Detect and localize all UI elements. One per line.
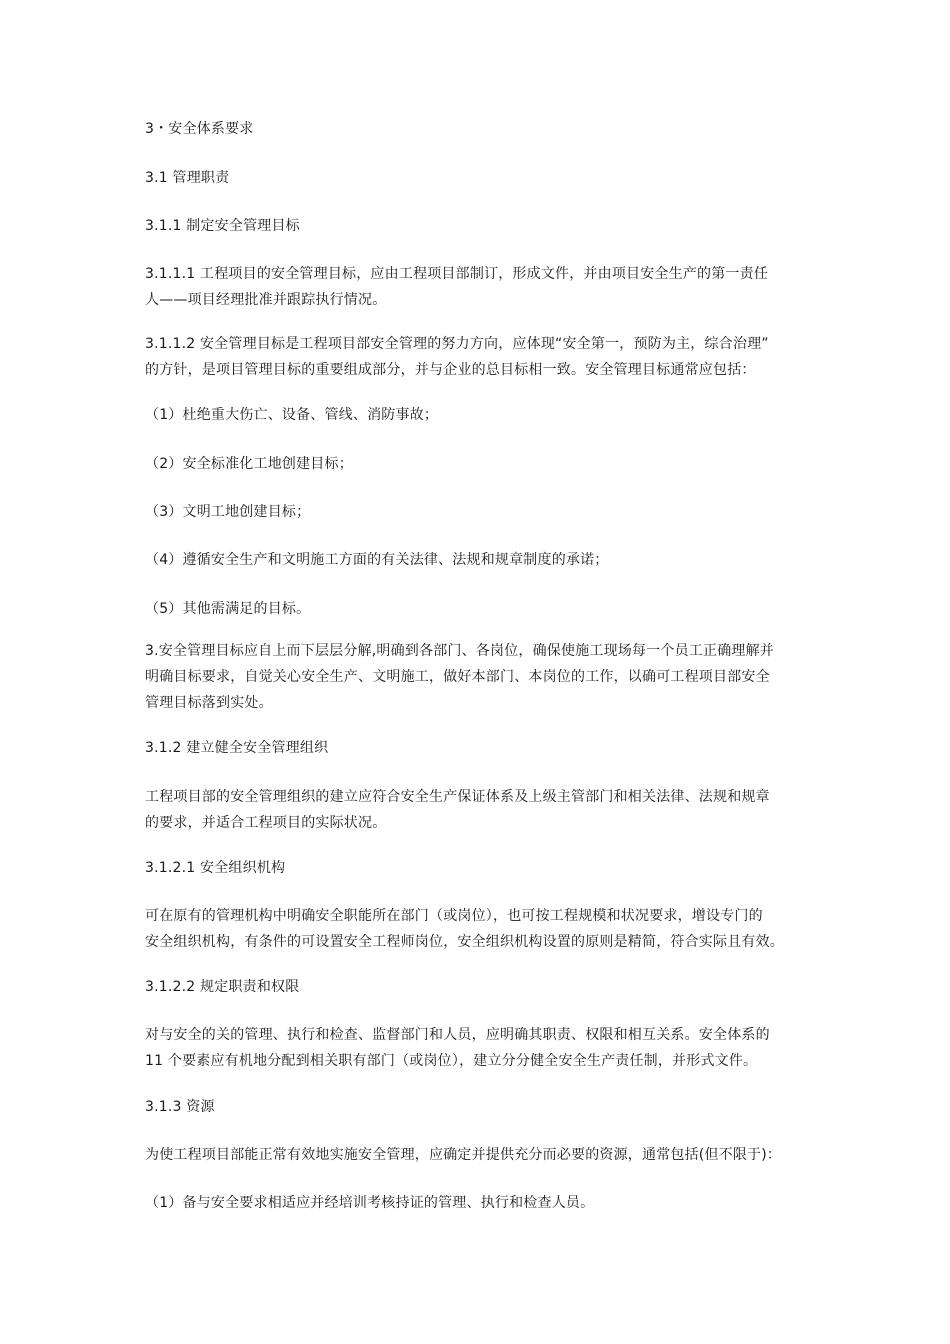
- resource-item-1: [145, 1190, 815, 1216]
- section-heading-3-1-2-2: [145, 974, 815, 1000]
- paragraph-line: 工程项目部的安全管理组织的建立应符合安全生产保证体系及上级主管部门和相关法律、法规和规章: [145, 789, 770, 805]
- section-heading-3-1-2-1: [145, 855, 815, 881]
- section-heading-3-1-1: [145, 213, 815, 239]
- list-item: （1）备与安全要求相适应并经培训考核持证的管理、执行和检查人员。: [145, 1195, 595, 1211]
- heading-text: 3.1.2 建立健全安全管理组织: [145, 740, 329, 756]
- heading-text: 3.1.1 制定安全管理目标: [145, 218, 300, 234]
- section-heading-3-1-3: [145, 1094, 815, 1120]
- paragraph-3-1-2-2: [145, 1022, 815, 1074]
- paragraph-line: 安全组织机构，有条件的可设置安全工程师岗位，安全组织机构设置的原则是精简，符合实际且有效。: [145, 934, 784, 950]
- paragraph-3-1-1-1: [145, 261, 815, 313]
- goal-item-5: [145, 596, 815, 622]
- goal-item-4: [145, 547, 815, 573]
- paragraph-line: 人——项目经理批准并跟踪执行情况。: [145, 292, 387, 308]
- heading-text: 3・安全体系要求: [145, 121, 254, 137]
- paragraph-3-1-3: [145, 1142, 815, 1168]
- paragraph-3-1-1-2: [145, 331, 815, 383]
- heading-text: 3.1.2.2 规定职责和权限: [145, 979, 300, 995]
- list-item: （4）遵循安全生产和文明施工方面的有关法律、法规和规章制度的承诺；: [145, 552, 609, 568]
- list-item: （3）文明工地创建目标；: [145, 504, 311, 520]
- paragraph-line: 3.1.1.1 工程项目的安全管理目标，应由工程项目部制订，形成文件，并由项目安全生产的第一责任: [145, 266, 769, 282]
- paragraph-3-1-2-1: [145, 903, 815, 955]
- list-item: （1）杜绝重大伤亡、设备、管线、消防事故；: [145, 407, 439, 423]
- goal-item-2: [145, 451, 815, 477]
- paragraph-line: 可在原有的管理机构中明确安全职能所在部门（或岗位），也可按工程规模和状况要求，增设专门的: [145, 908, 763, 924]
- goal-item-3: [145, 499, 815, 525]
- paragraph-line: 为使工程项目部能正常有效地实施安全管理，应确定并提供充分而必要的资源，通常包括(但不限于)：: [145, 1147, 782, 1163]
- paragraph-line: 的要求，并适合工程项目的实际状况。: [145, 815, 387, 831]
- paragraph-line: 3.1.1.2 安全管理目标是工程项目部安全管理的努力方向，应体现“安全第一，预防为主，综合治理”: [145, 336, 769, 352]
- heading-text: 3.1.2.1 安全组织机构: [145, 860, 286, 876]
- paragraph-line: 的方针，是项目管理目标的重要组成部分，并与企业的总目标相一致。安全管理目标通常应包括：: [145, 362, 756, 378]
- paragraph-line: 明确目标要求，自觉关心安全生产、文明施工，做好本部门、本岗位的工作，以确可工程项目部安全: [145, 669, 770, 685]
- paragraph-line: 管理目标落到实处。: [145, 695, 273, 711]
- section-heading-3-1-2: [145, 735, 815, 761]
- paragraph-line: 11 个要素应有机地分配到相关职有部门（或岗位），建立分分健全安全生产责任制，并形式文件。: [145, 1053, 758, 1069]
- heading-text: 3.1 管理职责: [145, 170, 230, 186]
- paragraph-3-1-2: [145, 784, 815, 836]
- section-heading-3: [145, 116, 815, 142]
- goal-item-1: [145, 402, 815, 428]
- paragraph-line: 3.安全管理目标应自上而下层层分解,明确到各部门、各岗位，确保使施工现场每一个员工正确理解并: [145, 643, 775, 659]
- paragraph-line: 对与安全的关的管理、执行和检查、监督部门和人员，应明确其职责、权限和相互关系。安全体系的: [145, 1027, 770, 1043]
- section-heading-3-1: [145, 165, 815, 191]
- heading-text: 3.1.3 资源: [145, 1099, 215, 1115]
- list-item: （2）安全标准化工地创建目标；: [145, 456, 353, 472]
- list-item: （5）其他需满足的目标。: [145, 601, 311, 617]
- paragraph-target-decomposition: [145, 638, 815, 716]
